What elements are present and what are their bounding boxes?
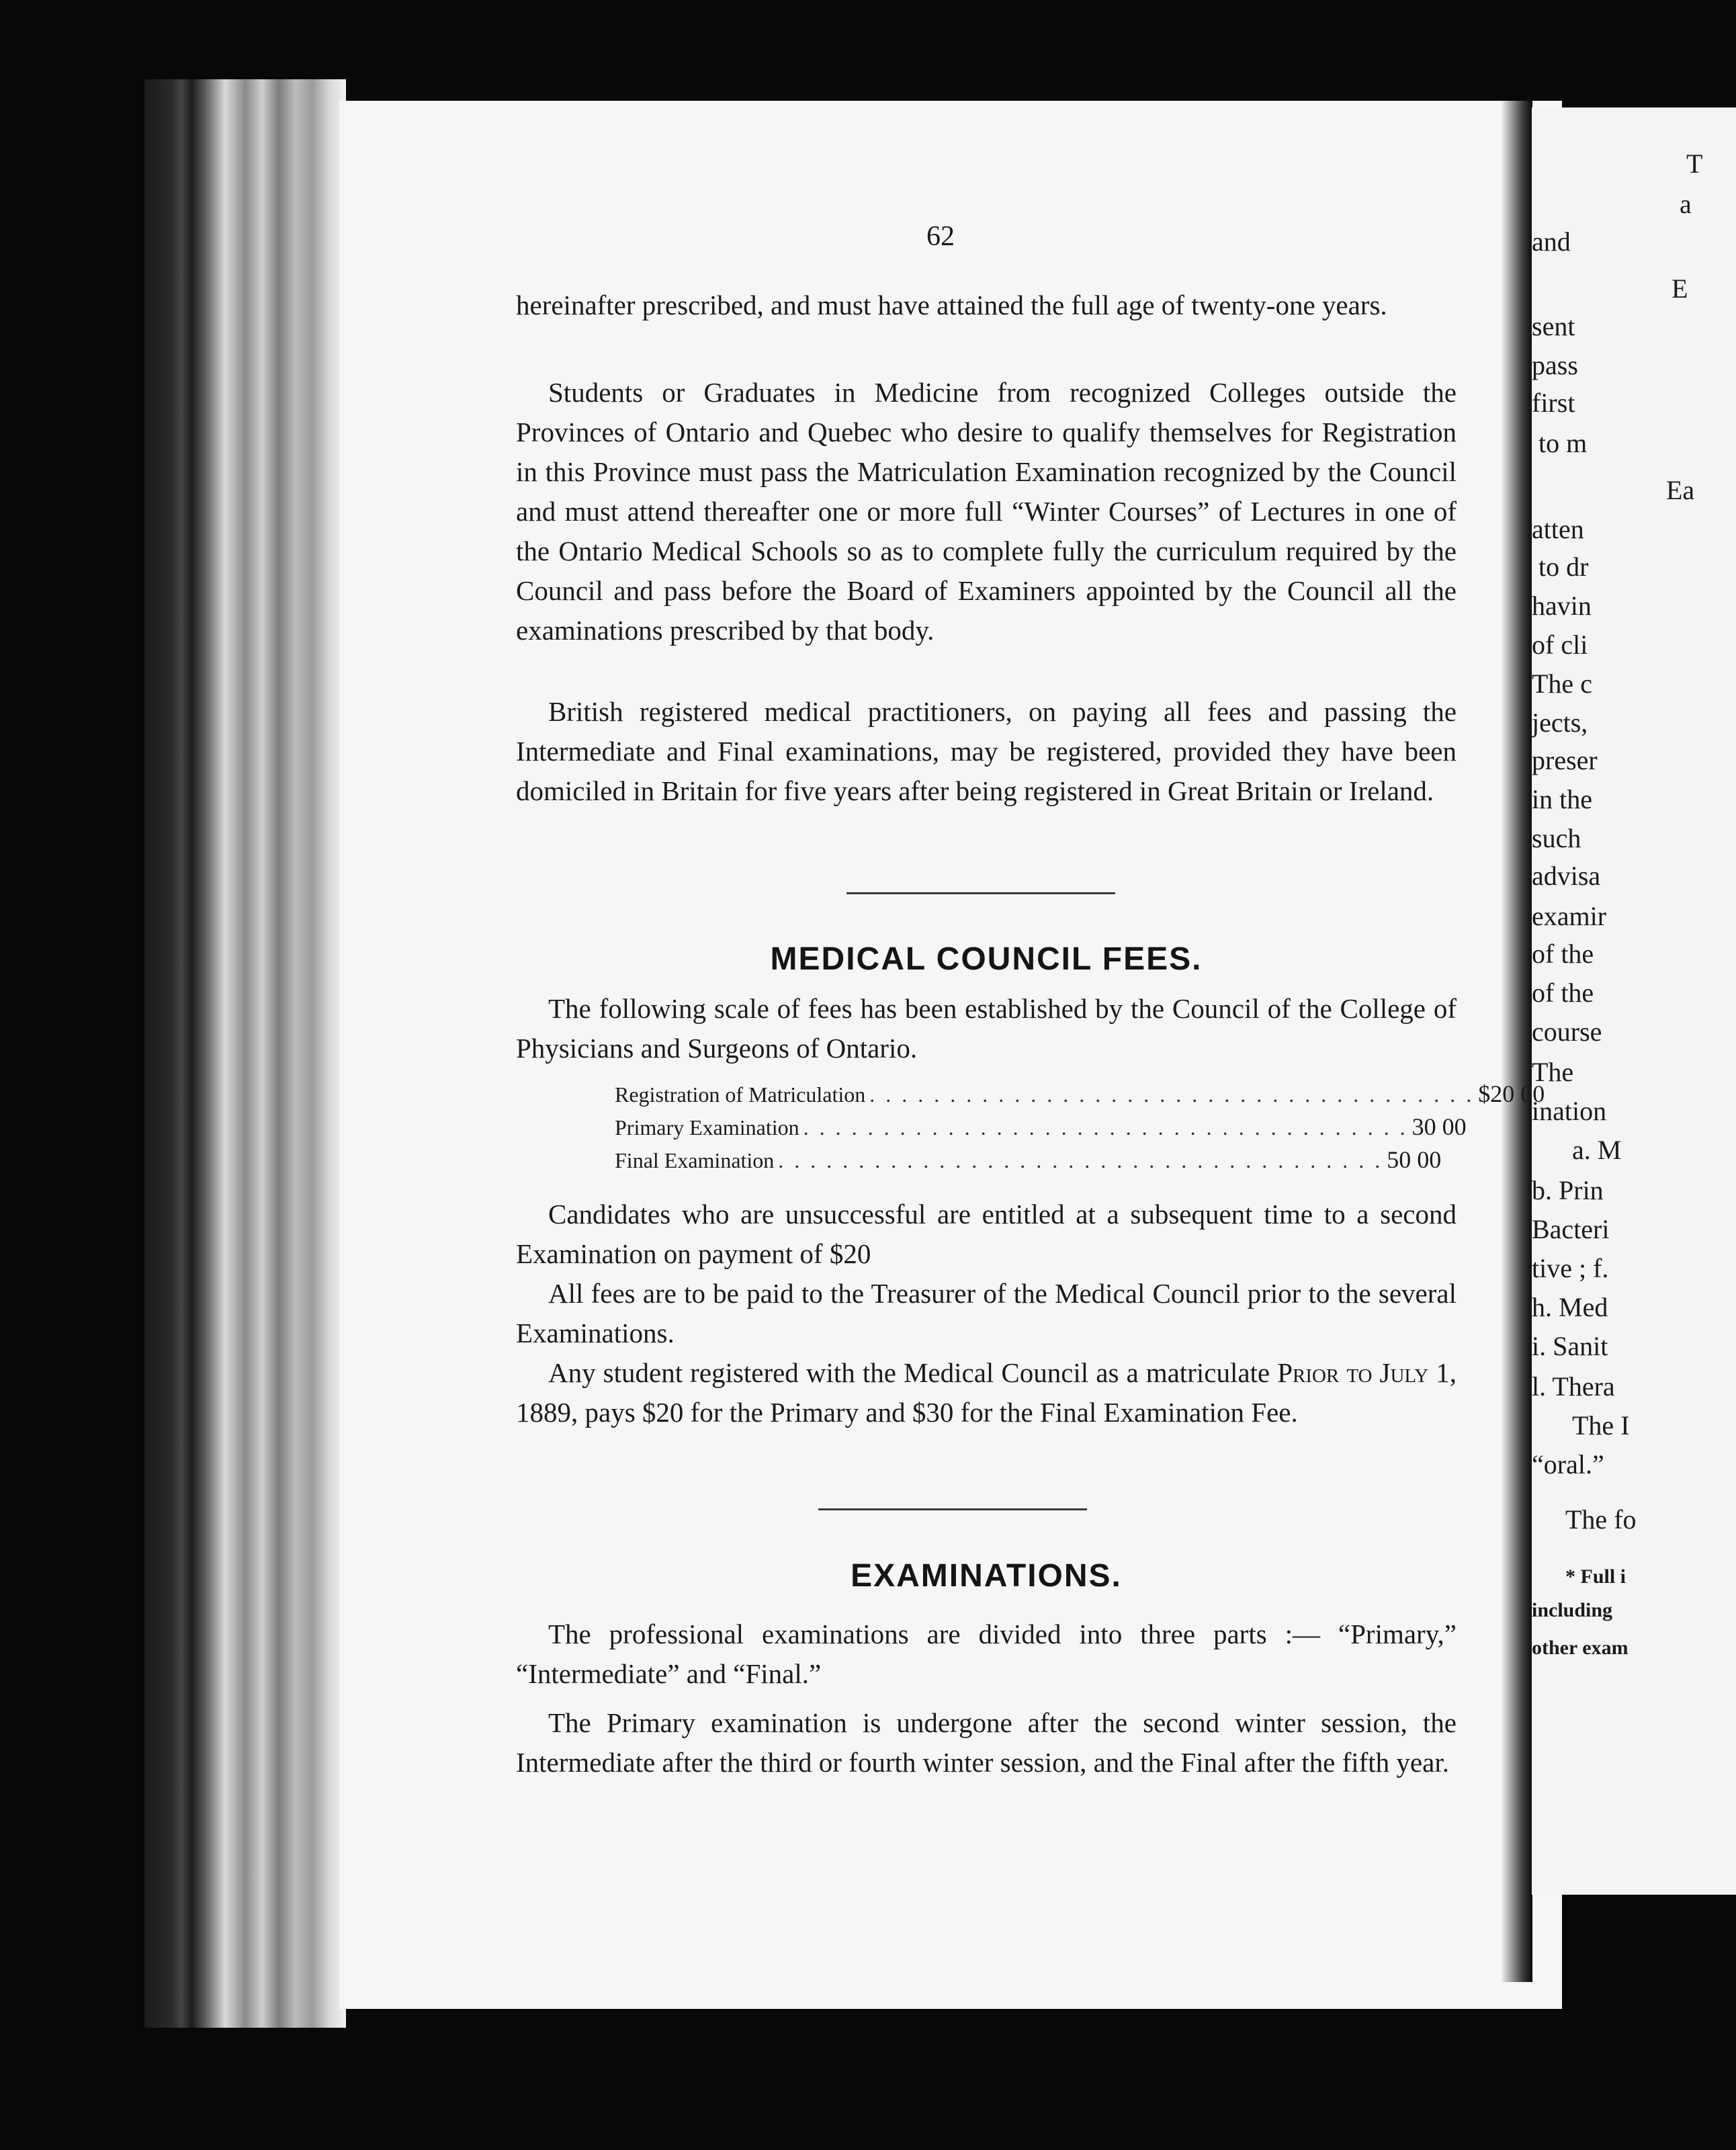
facing-page-fragment: havin	[1532, 591, 1592, 621]
paragraph-primary-exam: The Primary examination is undergone after the second winter session, the Intermediate after the third or fourth winter session, and the Final after the fifth year.	[516, 1707, 1457, 1778]
facing-page-fragment: of the	[1532, 939, 1594, 969]
leader-dots: . . . . . . . . . . . . . . . . . . . . . . . . . . . . . . . . . . . . . .	[778, 1148, 1383, 1172]
facing-page-fragment: a	[1680, 189, 1692, 219]
facing-page-fragment: T	[1686, 148, 1703, 179]
page-number: 62	[926, 221, 955, 252]
facing-page-fragment: preser	[1532, 745, 1598, 775]
facing-page-fragment: to dr	[1538, 552, 1589, 582]
facing-page-fragment: a. M	[1572, 1135, 1622, 1165]
facing-page-fragment: such	[1532, 823, 1581, 853]
facing-page-fragment: * Full i	[1565, 1565, 1626, 1588]
facing-page-fragment: h. Med	[1532, 1292, 1608, 1322]
facing-page-fragment: and	[1532, 226, 1571, 257]
paragraph-unsuccessful: Candidates who are unsuccessful are entitled at a subsequent time to a second Examination on payment of $20	[516, 1199, 1457, 1269]
fee-row-final	[615, 1146, 1442, 1179]
paragraph-exam-parts: The professional examinations are divided into three parts :— “Primary,” “Intermediate” and “Final.”	[516, 1619, 1457, 1689]
fee-amount: $20 00	[1478, 1080, 1545, 1107]
facing-page-fragment: The	[1532, 1057, 1574, 1087]
facing-page-fragment: examir	[1532, 901, 1607, 931]
facing-page-fragment: l. Thera	[1532, 1371, 1615, 1402]
fee-label: Final Examination	[615, 1148, 775, 1172]
facing-page-fragment: The fo	[1565, 1504, 1637, 1535]
facing-page-fragment: The c	[1532, 669, 1592, 699]
facing-page-fragment: course	[1532, 1017, 1602, 1047]
fee-label: Registration of Matriculation	[615, 1082, 866, 1107]
facing-page-fragment: in the	[1532, 784, 1592, 814]
facing-page-fragment: E	[1672, 273, 1688, 304]
paragraph-treasurer: All fees are to be paid to the Treasurer of the Medical Council prior to the several Examinations.	[516, 1278, 1457, 1348]
section-divider	[818, 1508, 1087, 1510]
facing-page-fragment: b. Prin	[1532, 1175, 1604, 1205]
facing-page-fragment: of cli	[1532, 630, 1588, 660]
facing-page-fragment: The I	[1572, 1410, 1630, 1440]
gutter-shadow	[1502, 101, 1532, 1982]
leader-dots: . . . . . . . . . . . . . . . . . . . . . . . . . . . . . . . . . . . . . .	[803, 1115, 1408, 1140]
facing-page-fragment: Ea	[1666, 475, 1695, 505]
facing-page-fragment: ination	[1532, 1096, 1607, 1126]
fees-intro: The following scale of fees has been established by the Council of the College of Physicians and Surgeons of Ontario.	[516, 993, 1457, 1064]
fee-amount: 50 00	[1387, 1146, 1442, 1173]
facing-page-fragment: Bacteri	[1532, 1214, 1610, 1244]
leader-dots: . . . . . . . . . . . . . . . . . . . . . . . . . . . . . . . . . . . . . .	[869, 1082, 1475, 1107]
paragraph-prior-1889	[516, 1353, 1457, 1432]
fees-heading: MEDICAL COUNCIL FEES.	[770, 941, 1203, 977]
paragraph-continuation: hereinafter prescribed, and must have attained the full age of twenty-one years.	[516, 290, 1387, 320]
fee-label: Primary Examination	[615, 1115, 799, 1140]
facing-page-fragment: tive ; f.	[1532, 1253, 1609, 1283]
fee-amount: 30 00	[1412, 1113, 1467, 1140]
paragraph-students: Students or Graduates in Medicine from recognized Colleges outside the Provinces of Ontario and Quebec who desire to qualify themselves for Registration in this Province must pass the Matriculation Examination recognized by the Council and must attend thereafter one or more full “Winter Courses” of Lectures in one of the Ontario Medical Schools so as to complete fully the curriculum required by the Council and pass before the Board of Examiners appointed by the Council all the examinations prescribed by that body.	[516, 377, 1457, 646]
fee-row-primary	[615, 1113, 1467, 1146]
facing-page-fragment: to m	[1538, 428, 1588, 458]
facing-page-fragment: atten	[1532, 514, 1584, 544]
prior-lead: Any student registered with the Medical Council as a matriculate	[548, 1357, 1278, 1388]
book-page-edges	[144, 79, 346, 2028]
facing-page-fragment: advisa	[1532, 861, 1601, 891]
section-divider	[847, 892, 1115, 894]
fee-row-registration	[615, 1080, 1545, 1113]
prior-rest: 1, 1889, pays $20 for the Primary and $30 for the Final Examination Fee.	[516, 1357, 1457, 1428]
facing-page-fragment: first	[1532, 388, 1575, 418]
facing-page-fragment: other exam	[1532, 1637, 1629, 1659]
facing-page-fragment: i. Sanit	[1532, 1331, 1608, 1361]
facing-page-fragment: including	[1532, 1599, 1613, 1621]
facing-page-fragment: sent	[1532, 311, 1575, 341]
prior-smallcaps: Prior to July	[1277, 1357, 1429, 1388]
facing-page	[1532, 108, 1736, 1895]
facing-page-fragment: of the	[1532, 978, 1594, 1008]
facing-page-fragment: pass	[1532, 350, 1578, 380]
examinations-heading: EXAMINATIONS.	[851, 1558, 1122, 1594]
facing-page-fragment: jects,	[1532, 707, 1588, 738]
paragraph-british: British registered medical practitioners, on paying all fees and passing the Intermediate and Final examinations, may be registered, provided they have been domiciled in Britain for five years after being registered in Great Britain or Ireland.	[516, 696, 1457, 806]
facing-page-fragment: “oral.”	[1532, 1449, 1604, 1479]
